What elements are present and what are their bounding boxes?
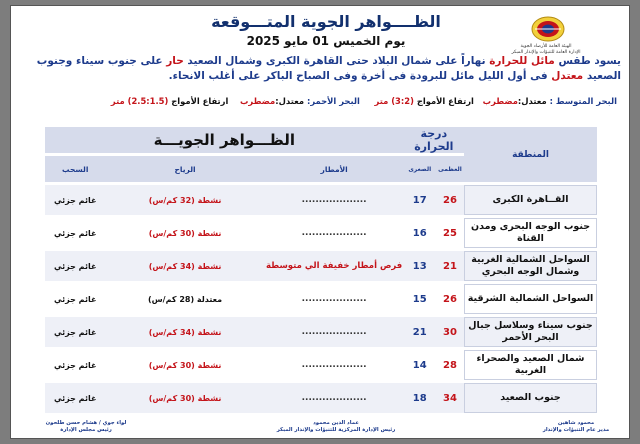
rain-cell: ................... — [265, 218, 404, 248]
region-cell: شمال الصعيد والصحراء الغربية — [464, 350, 597, 380]
rain-cell: ................... — [265, 317, 404, 347]
max-temp-cell: 26 — [436, 185, 464, 215]
table-row — [45, 383, 597, 413]
table-header-row — [45, 127, 597, 153]
table-row — [45, 350, 597, 380]
region-cell: السواحل الشمالية الشرقية — [464, 284, 597, 314]
sea-state — [25, 96, 621, 112]
header-region: المنطقة — [464, 127, 597, 182]
cloud-cell: غائم جزئي — [45, 317, 105, 347]
rain-cell: ................... — [265, 185, 404, 215]
header-rain: الأمطار — [265, 156, 404, 182]
signature-board-chairman: لواء جوي / هشام حسن طلحون رئيس مجلس الإدارة — [45, 420, 127, 433]
wind-cell: نشطة (30 كم/س) — [105, 218, 264, 248]
region-cell: جنوب الصعيد — [464, 383, 597, 413]
agency-name: الهيئة العامة للأرصاد الجوية الإدارة العامة للتنبؤات والإنذار المبكر — [511, 44, 581, 55]
wind-cell: نشطة (34 كم/س) — [105, 251, 264, 281]
table-row — [45, 284, 597, 314]
cloud-cell: غائم جزئي — [45, 284, 105, 314]
region-cell: السواحل الشمالية الغربية وشمال الوجه البحري — [464, 251, 597, 281]
region-cell: القــاهرة الكبرى — [464, 185, 597, 215]
cloud-cell: غائم جزئي — [45, 251, 105, 281]
max-temp-cell: 26 — [436, 284, 464, 314]
table-row — [45, 185, 597, 215]
signature-central-administration-head: عماد الدين محمود رئيس الإدارة المركزية للتنبؤات والإنذار المبكر — [276, 420, 396, 433]
region-cell: جنوب الوجه البحرى ومدن القناة — [464, 218, 597, 248]
forecast-date: يوم الخميس 01 مايو 2025 — [246, 34, 406, 48]
cloud-cell: غائم جزئي — [45, 350, 105, 380]
table-row — [45, 218, 597, 248]
wind-cell: نشطة (30 كم/س) — [105, 383, 264, 413]
cloud-cell: غائم جزئي — [45, 383, 105, 413]
header-wind: الرياح — [105, 156, 264, 182]
forecast-sheet — [10, 5, 630, 439]
max-temp-cell: 34 — [436, 383, 464, 413]
table-row — [45, 251, 597, 281]
rain-cell: ................... — [265, 350, 404, 380]
header-phenomena: الظـــواهر الجويـــة — [45, 127, 404, 153]
wind-cell: نشطة (30 كم/س) — [105, 350, 264, 380]
header-max: العظمى — [436, 156, 464, 182]
max-temp-cell: 21 — [436, 251, 464, 281]
min-temp-cell: 18 — [404, 383, 436, 413]
weather-summary: يسود طقس مائل للحرارة نهاراً على شمال البلاد حتى القاهرة الكبرى وشمال الصعيد حار على جنوب سيناء وجنوب الصعيد معتدل فى أول الليل مائل للبرودة فى أخرة وفى الصباح الباكر على أغلب الانحاء. — [36, 55, 621, 82]
min-temp-cell: 17 — [404, 185, 436, 215]
region-cell: جنوب سيناء وسلاسل جبال البحر الأحمر — [464, 317, 597, 347]
meteorological-authority-logo-icon — [531, 16, 565, 42]
wind-cell: معتدلة (28 كم/س) — [105, 284, 264, 314]
min-temp-cell: 15 — [404, 284, 436, 314]
max-temp-cell: 28 — [436, 350, 464, 380]
header-cloud: السحب — [45, 156, 105, 182]
wind-cell: نشطة (34 كم/س) — [105, 317, 264, 347]
min-temp-cell: 21 — [404, 317, 436, 347]
page-title: الظــــواهر الجوية المتـــوقعة — [211, 12, 441, 31]
rain-cell: فرص أمطار خفيفة الي متوسطة — [265, 251, 404, 281]
cloud-cell: غائم جزئي — [45, 185, 105, 215]
forecast-table — [45, 124, 597, 416]
wind-cell: نشطة (32 كم/س) — [105, 185, 264, 215]
header-temperature: درجة الحرارة — [404, 127, 464, 153]
cloud-cell: غائم جزئي — [45, 218, 105, 248]
header-min: الصغرى — [404, 156, 436, 182]
table-row — [45, 317, 597, 347]
rain-cell: ................... — [265, 284, 404, 314]
mediterranean-sea-state: البحر المتوسط : معتدل:مضطرب ارتفاع الأمواج (3:2) متر البحر الأحمر: معتدل:مضطرب ارتفاع الأمواج (2.5:1.5) متر — [110, 96, 617, 106]
min-temp-cell: 13 — [404, 251, 436, 281]
max-temp-cell: 25 — [436, 218, 464, 248]
signature-forecast-director: محمود شاهين مدير عام التنبؤات والإنذار — [542, 420, 610, 433]
min-temp-cell: 14 — [404, 350, 436, 380]
min-temp-cell: 16 — [404, 218, 436, 248]
rain-cell: ................... — [265, 383, 404, 413]
max-temp-cell: 30 — [436, 317, 464, 347]
